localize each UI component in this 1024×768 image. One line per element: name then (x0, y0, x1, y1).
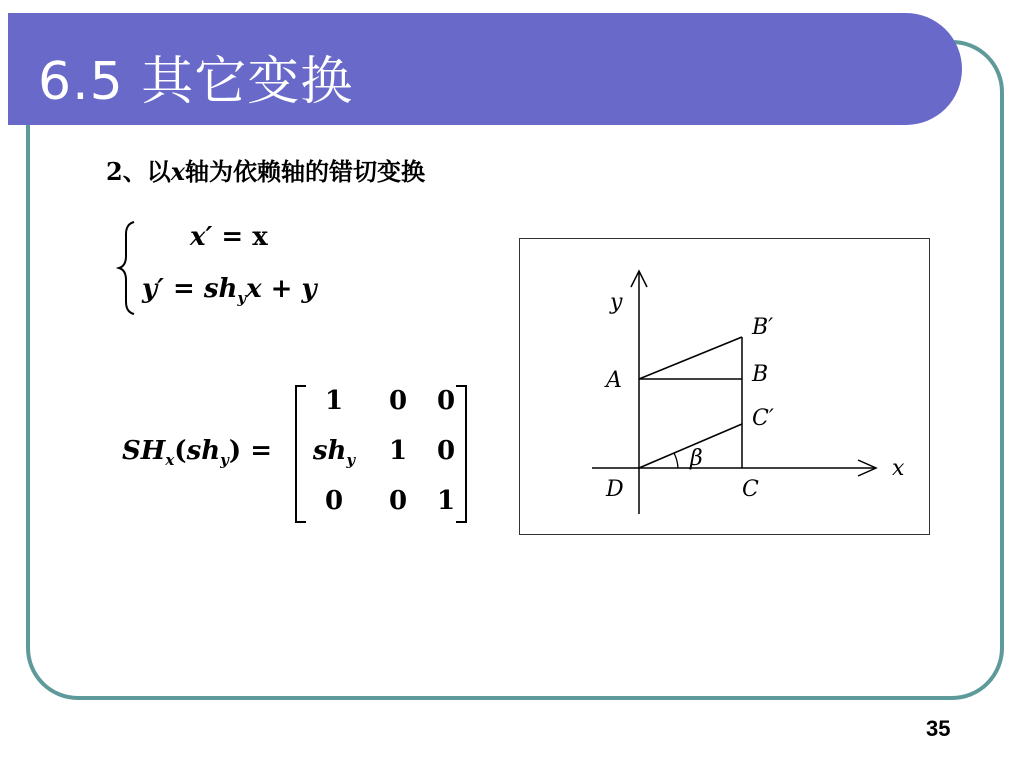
slide-title: 6.5 其它变换 (38, 52, 354, 112)
shear-figure (519, 238, 930, 535)
label-c: C (742, 477, 759, 502)
title-bar (8, 13, 962, 125)
matrix-cell-0-2: 0 (436, 386, 456, 416)
matrix-lhs (122, 436, 272, 469)
equation-1 (190, 222, 268, 252)
matrix-cell-2-2: 1 (436, 486, 456, 516)
subtitle (106, 152, 425, 187)
lhs-arg: sh (186, 436, 221, 466)
angle-arc (674, 453, 678, 468)
lhs-arg-sub: y (220, 451, 229, 470)
shear-diagram (520, 239, 929, 534)
eq2-sh: sh (203, 274, 238, 304)
page-number: 35 (926, 716, 951, 741)
lhs-sh: SH (122, 436, 166, 466)
eq2-lhs: y′ = (142, 274, 204, 304)
left-brace (116, 218, 140, 318)
label-x: x (892, 456, 905, 481)
matrix-cell-2-1: 0 (388, 486, 408, 516)
eq2-rest: x + y (246, 274, 317, 304)
matrix-cell-1-1: 1 (388, 436, 408, 466)
eq2-sub: y (237, 289, 247, 308)
matrix-cell-0-1: 0 (388, 386, 408, 416)
label-beta: β (690, 446, 703, 471)
eq1-lhs: x′ (190, 222, 213, 252)
matrix-cell-2-0: 0 (324, 486, 344, 516)
label-b-prime: B′ (752, 315, 774, 340)
lhs-close: ) = (228, 436, 273, 466)
cell-sh: sh (312, 436, 347, 466)
subtitle-prefix: 2、以 (106, 157, 171, 186)
label-c-prime: C′ (752, 406, 774, 431)
matrix-cell-0-0: 1 (324, 386, 344, 416)
label-a: A (606, 368, 622, 393)
equation-2 (142, 274, 317, 307)
cell-sh-sub: y (346, 451, 356, 470)
matrix-cell-1-2: 0 (436, 436, 456, 466)
lhs-sub: x (165, 451, 175, 470)
subtitle-var: x (170, 157, 186, 186)
lhs-open: ( (174, 436, 187, 466)
label-y: y (610, 290, 623, 315)
label-d: D (606, 477, 624, 502)
eq1-rhs: = x (221, 222, 268, 252)
label-b: B (752, 362, 769, 387)
matrix-cell-1-0 (304, 436, 364, 469)
subtitle-suffix: 轴为依赖轴的错切变换 (185, 157, 426, 186)
line-a-b-prime (639, 337, 742, 379)
